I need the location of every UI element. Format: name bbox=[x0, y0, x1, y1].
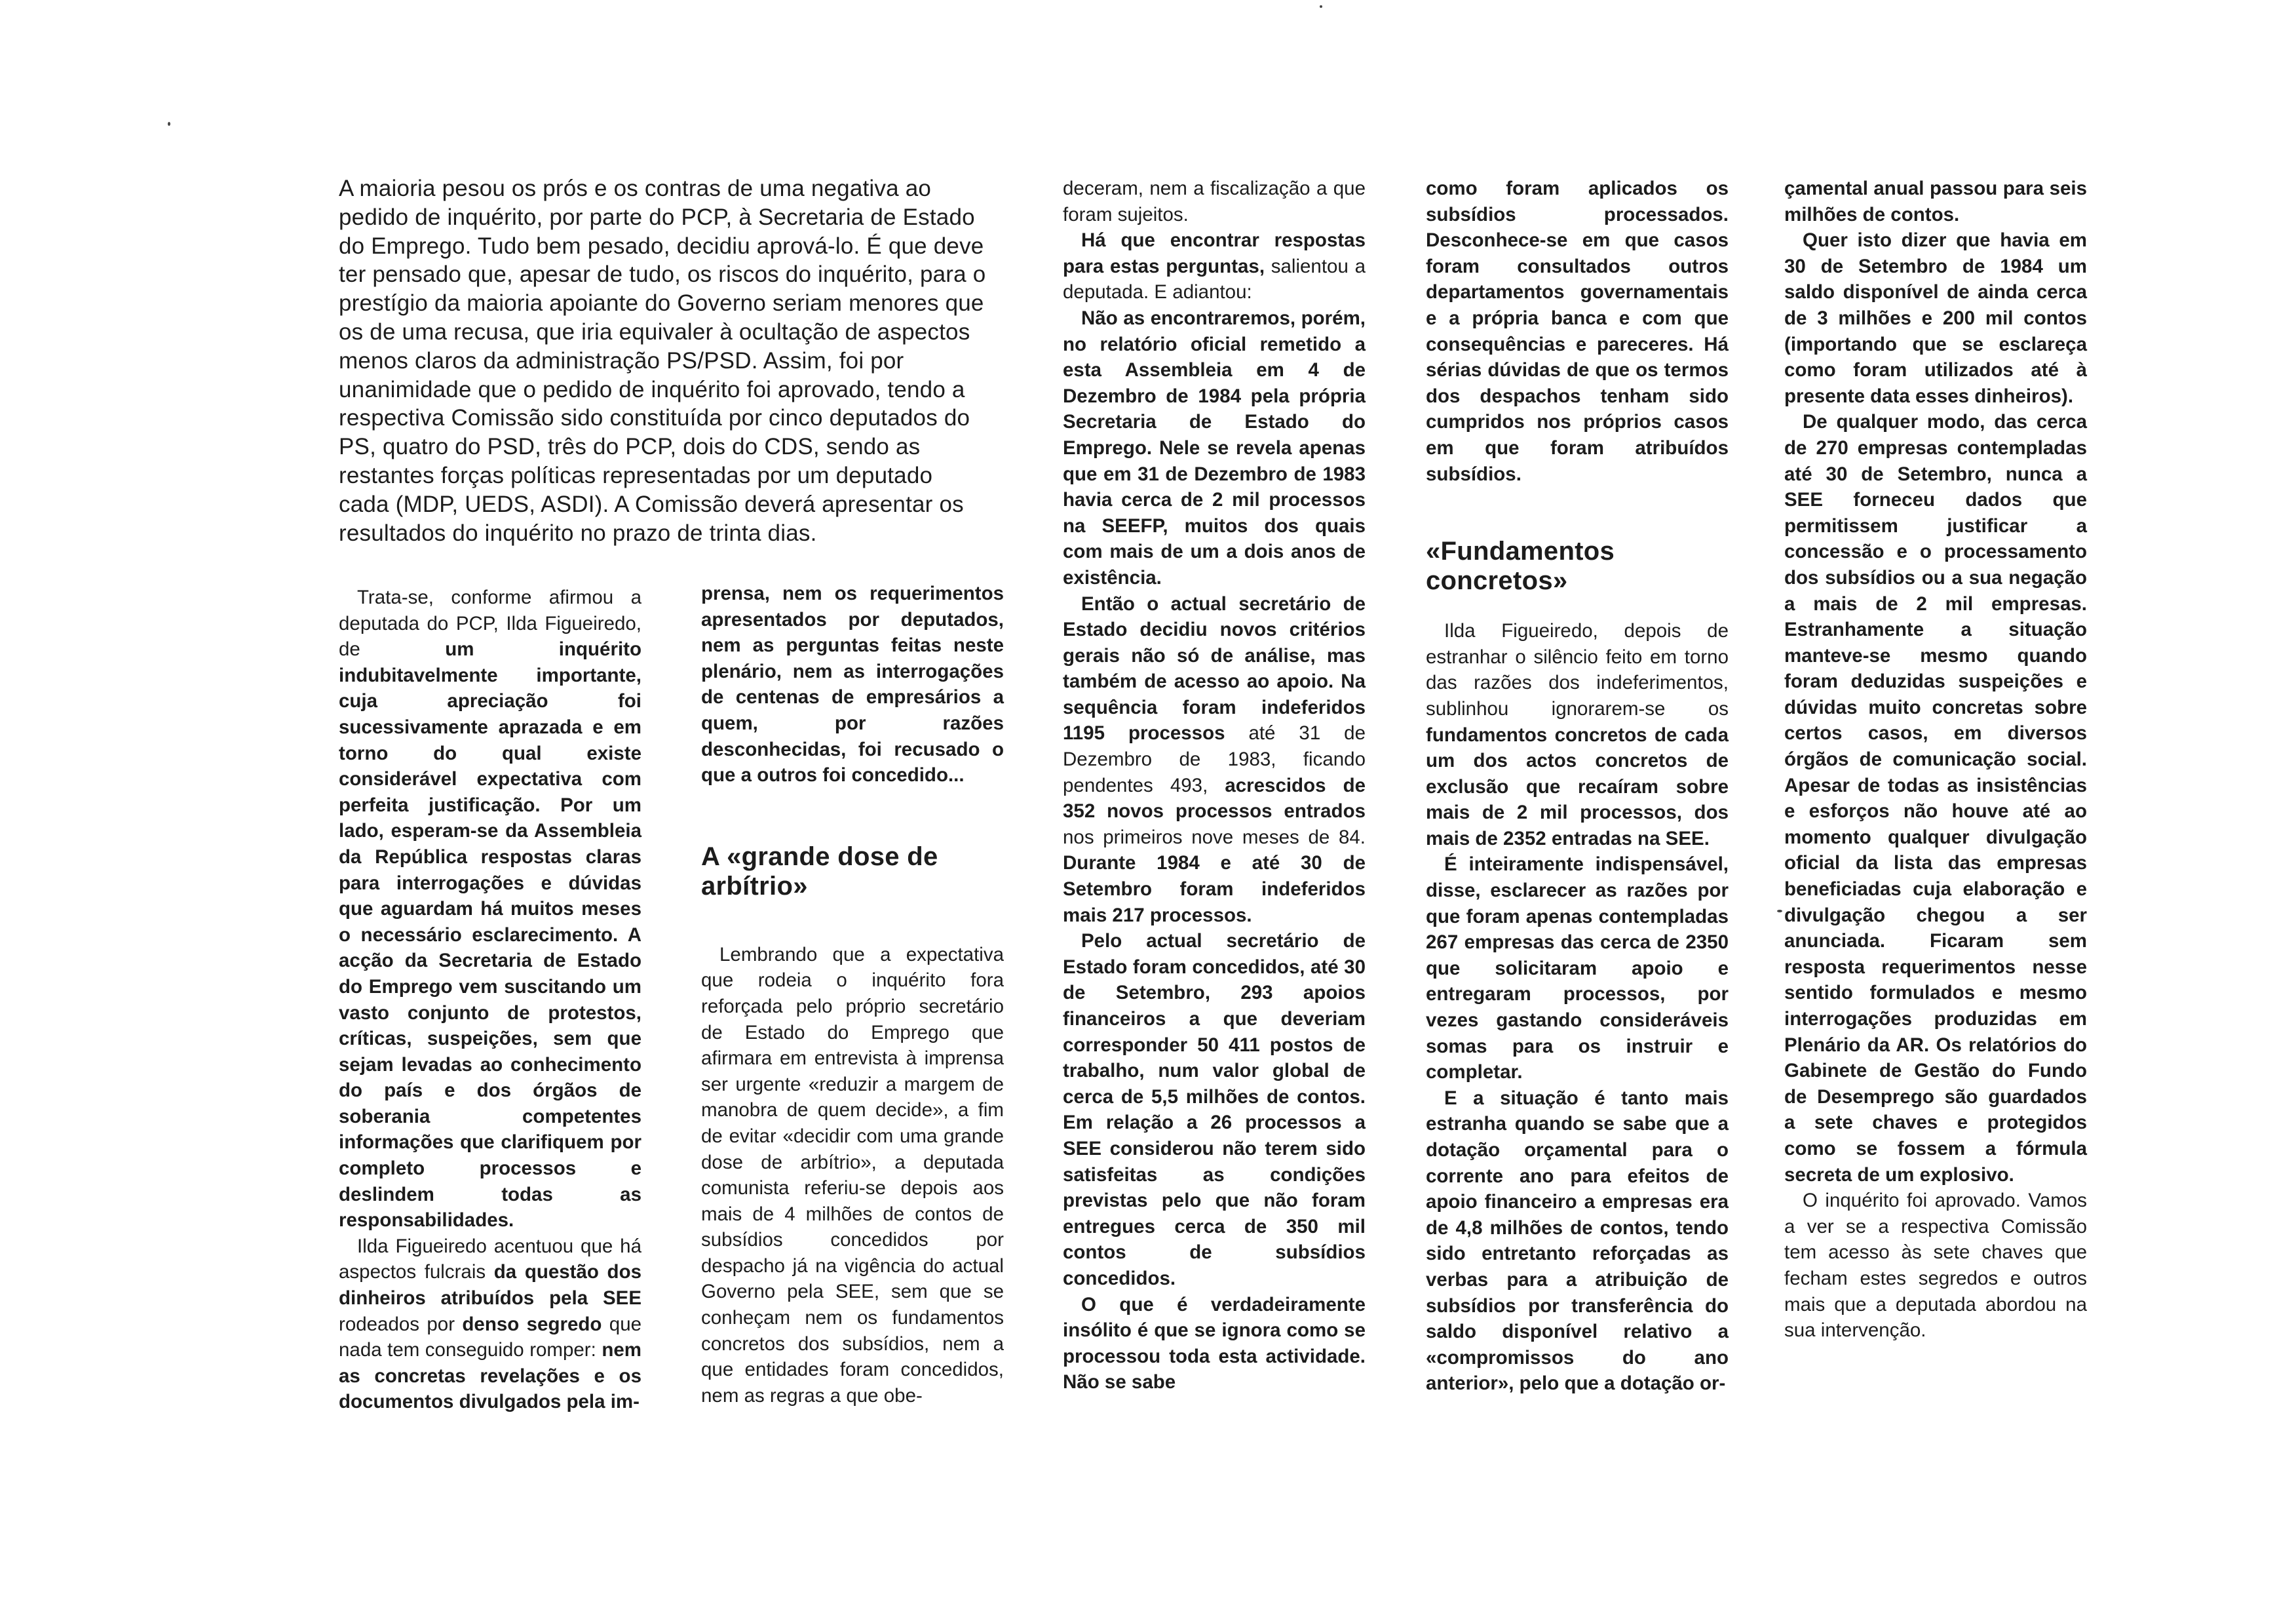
col4-p2-a: Ilda Figueiredo, depois de estranhar o silêncio feito em torno das razões dos indeferimentos, sublinhou ignorarem-se os bbox=[1426, 620, 1729, 720]
col4-p3-b: consideráveis somas para os instruir e completar. bbox=[1426, 1009, 1729, 1083]
scan-speck bbox=[1777, 910, 1782, 912]
scan-speck bbox=[1320, 5, 1322, 8]
col1-paragraph-1 bbox=[339, 585, 641, 1234]
col4-p3-a: É inteiramente indispensável, disse, esclarecer as razões por que foram apenas contempladas 267 empresas das cerca de 2350 que solicitaram apoio e entregaram processos, por vezes gastando bbox=[1426, 853, 1729, 1032]
col5-paragraph-2: Quer isto dizer que havia em 30 de Setembro de 1984 um saldo disponível de ainda cerca de 3 milhões e 200 mil contos (importando que se esclareça como foram utilizados até à presente data esses dinheiros). bbox=[1784, 229, 2087, 407]
col4-paragraph-3 bbox=[1426, 851, 1729, 1085]
col1-p2-b: da questão dos dinheiros atribuídos pela SEE bbox=[339, 1261, 641, 1310]
col1-p1-bold: um inquérito indubitavelmente importante, cuja apreciação foi sucessivamente aprazada e em torno do qual existe considerável expectativa com perfeita justificação. Por um lado, esperam-se da Assembleia da República respostas claras para interrogações e dúvidas que aguardam há muitos meses o necessário esclarecimento. A acção da Secretaria de Estado do Emprego vem suscitando um vasto conjunto de protestos, críticas, suspeições, sem que sejam levadas ao conhecimento do país e dos órgãos de soberania competentes informações que clarifiquem por completo processos e deslindem todas as responsabilidades. bbox=[339, 638, 641, 1232]
scan-speck bbox=[168, 122, 170, 126]
col4-p2-b: fundamentos concretos de cada um dos actos concretos de exclusão que recaíram sobre mais de 2 mil processos, dos mais de 2352 entradas na SEE. bbox=[1426, 724, 1729, 849]
col1-p2-e: que nada tem conseguido romper: bbox=[339, 1313, 642, 1361]
col3-p4-c: acrescidos de 352 novos processos entrados bbox=[1063, 774, 1366, 823]
column-4 bbox=[1426, 176, 1729, 1397]
col1-p2-a: Ilda Figueiredo acentuou que há aspectos fulcrais bbox=[339, 1235, 641, 1283]
col3-paragraph-4 bbox=[1063, 591, 1366, 929]
lead-text: A maioria pesou os prós e os contras de uma negativa ao pedido de inquérito, por parte do PCP, à Secretaria de Estado do Emprego. Tudo bem pesado, decidiu aprová-lo. É que deve ter pensado que, apesar de tudo, os riscos do inquérito, para o prestígio da maioria apoiante do Governo seriam menores que os de uma recusa, que iria equivaler à ocultação de aspectos menos claros da administração PS/PSD. Assim, foi por unanimidade que o pedido de inquérito foi aprovado, tendo a respectiva Comissão sido constituída por cinco deputados do PS, quatro do PSD, três do PCP, dois do CDS, sendo as restantes forças políticas representadas por um deputado cada (MDP, UEDS, ASDI). A Comissão deverá apresentar os resultados do inquérito no prazo de trinta dias. bbox=[339, 176, 986, 546]
col3-p2-a: Há que encontrar respostas para estas perguntas, bbox=[1063, 229, 1366, 277]
subheading-fundamentos: «Fundamentos concretos» bbox=[1426, 537, 1615, 596]
col3-paragraph-2 bbox=[1063, 227, 1366, 305]
col3-p4-d: nos primeiros nove meses de 84. bbox=[1063, 826, 1366, 848]
col2-paragraph-1: prensa, nem os requerimentos apresentados por deputados, nem as perguntas feitas neste plenário, nem as interrogações de centenas de empresários a quem, por razões desconhecidas, foi recusado o que a outros foi concedido... bbox=[701, 583, 1004, 787]
col1-p1-lead: Trata-se, conforme afirmou a deputada do PCP, Ilda Figueiredo, de bbox=[339, 587, 641, 661]
col4-paragraph-4: E a situação é tanto mais estranha quando se sabe que a dotação orçamental para o corrente ano para efeitos de apoio financeiro a empresas era de 4,8 milhões de contos, tendo sido entretanto reforçadas as verbas para a atribuição de subsídios por transferência do saldo disponível relativo a «compromissos do ano anterior», pelo que a dotação or- bbox=[1426, 1087, 1729, 1395]
col1-paragraph-2 bbox=[339, 1234, 641, 1415]
col3-paragraph-5: Pelo actual secretário de Estado foram concedidos, até 30 de Setembro, 293 apoios financeiros a que deveriam corresponder 50 411 postos de trabalho, num valor global de cerca de 5,5 milhões de contos. Em relação a 26 processos a SEE considerou não terem sido satisfeitas as condições previstas pelo que não foram entregues cerca de 350 mil contos de subsídios concedidos. bbox=[1063, 930, 1366, 1289]
col3-p4-e: Durante 1984 e até 30 de Setembro foram indeferidos mais 217 processos. bbox=[1063, 852, 1366, 926]
column-1 bbox=[339, 585, 641, 1415]
col3-paragraph-3: Não as encontraremos, porém, no relatório oficial remetido a esta Assembleia em 4 de Dezembro de 1984 pela própria Secretaria de Estado do Emprego. Nele se revela apenas que em 31 de Dezembro de 1983 havia cerca de 2 mil processos na SEEFP, muitos dos quais com mais de um a dois anos de existência. bbox=[1063, 307, 1366, 589]
col3-p2-b: salientou a deputada. E adiantou: bbox=[1063, 255, 1366, 303]
column-3 bbox=[1063, 176, 1366, 1395]
subheading-grande-dose: A «grande dose de arbítrio» bbox=[701, 842, 938, 901]
col5-paragraph-1: çamental anual passou para seis milhões de contos. bbox=[1784, 178, 2087, 225]
col4-paragraph-1: como foram aplicados os subsídios processados. Desconhece-se em que casos foram consultados outros departamentos governamentais e a própria banca e com que consequências e pareceres. Há sérias dúvidas de que os termos dos despachos tenham sido cumpridos nos próprios casos em que foram atribuídos subsídios. bbox=[1426, 178, 1729, 485]
col4-paragraph-2 bbox=[1426, 618, 1729, 851]
col1-p2-c: rodeados por bbox=[339, 1313, 463, 1335]
col1-p2-d: denso segredo bbox=[462, 1313, 602, 1335]
column-2 bbox=[701, 581, 1004, 1409]
col5-paragraph-4: O inquérito foi aprovado. Vamos a ver se a respectiva Comissão tem acesso às sete chaves que fecham estes segredos e outros mais que a deputada abordou na sua intervenção. bbox=[1784, 1190, 2087, 1342]
col1-p2-f: nem as concretas revelações e os documentos divulgados pela im- bbox=[339, 1339, 641, 1413]
col3-p4-a: Então o actual secretário de Estado decidiu novos critérios gerais não só de análise, mas também de acesso ao apoio. Na sequência foram indeferidos 1195 processos bbox=[1063, 593, 1366, 745]
col3-paragraph-6: O que é verdadeiramente insólito é que se ignora como se processou toda esta actividade. Não se sabe bbox=[1063, 1293, 1366, 1393]
lead-paragraph bbox=[339, 174, 987, 547]
col3-p4-b: até 31 de Dezembro de 1983, ficando pendentes 493, bbox=[1063, 722, 1366, 796]
col5-paragraph-3: De qualquer modo, das cerca de 270 empresas contempladas até 30 de Setembro, nunca a SEE forneceu dados que permitissem justificar a concessão e o processamento dos subsídios ou a sua negação a mais de 2 mil empresas. Estranhamente a situação manteve-se mesmo quando foram deduzidas suspeições e dúvidas muito concretas sobre certos casos, em diversos órgãos de comunicação social. Apesar de todas as insistências e esforços não houve até ao momento qualquer divulgação oficial da lista das empresas beneficiadas cuja elaboração e divulgação chegou a ser anunciada. Ficaram sem resposta requerimentos nesse sentido formulados e mesmo interrogações produzidas em Plenário da AR. Os relatórios do Gabinete de Gestão do Fundo de Desemprego são guardados a sete chaves e protegidos como se fossem a fórmula secreta de um explosivo. bbox=[1784, 411, 2087, 1186]
col3-paragraph-1: deceram, nem a fiscalização a que foram sujeitos. bbox=[1063, 178, 1366, 225]
column-5 bbox=[1784, 176, 2087, 1344]
col2-paragraph-2: Lembrando que a expectativa que rodeia o inquérito fora reforçada pelo próprio secretário de Estado do Emprego que afirmara em entrevista à imprensa ser urgente «reduzir a margem de manobra de quem decide», a fim de evitar «decidir com uma grande dose de arbítrio», a deputada comunista referiu-se depois aos mais de 4 milhões de contos de subsídios concedidos por despacho já na vigência do actual Governo pela SEE, sem que se conheçam nem os fundamentos concretos dos subsídios, nem a que entidades foram concedidos, nem as regras a que obe- bbox=[701, 943, 1004, 1407]
